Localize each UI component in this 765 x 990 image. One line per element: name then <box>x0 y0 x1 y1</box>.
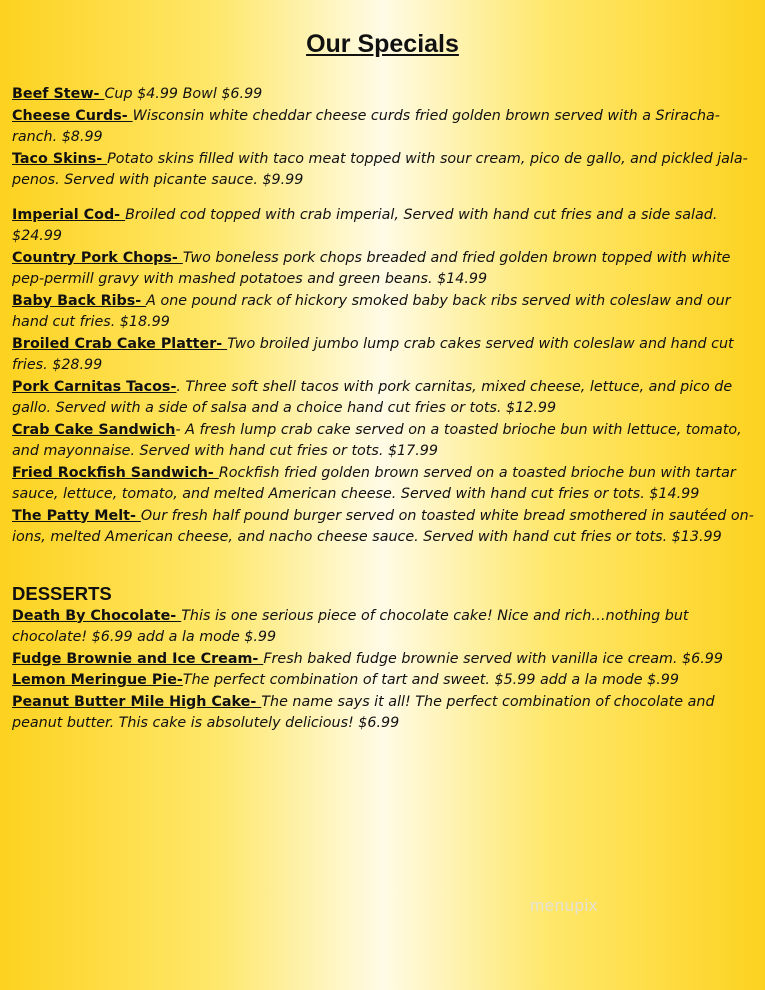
page-title: Our Specials <box>306 30 459 58</box>
section-spacer <box>12 549 754 583</box>
item-description: Rockfish fried golden brown served on a toasted brioche bun with tartar sauce, lettuce, tomato, and melted American cheese. Served with hand cut fries or tots. $14.99 <box>12 464 736 502</box>
item-name: Country Pork Chops- <box>12 249 183 266</box>
item-name: Fudge Brownie and Ice Cream- <box>12 650 264 667</box>
item-description: Our fresh half pound burger served on toasted white bread smothered in sautéed on-ions, melted American cheese, and nacho cheese sauce. Served with hand cut fries or tots. $13.99 <box>12 507 754 545</box>
menu-item <box>12 205 754 248</box>
item-description: The name says it all! The perfect combination of chocolate and peanut butter. This cake is absolutely delicious! $6.99 <box>12 693 715 731</box>
item-name: Broiled Crab Cake Platter- <box>12 335 228 352</box>
item-name: The Patty Melt- <box>12 507 141 524</box>
item-description: Two boneless pork chops breaded and fried golden brown topped with white pep-permill gravy with mashed potatoes and green beans. $14.99 <box>12 249 731 287</box>
menu-item <box>12 334 754 377</box>
item-name: Fried Rockfish Sandwich- <box>12 464 219 481</box>
dessert-item <box>12 692 754 735</box>
menu-item <box>12 377 754 420</box>
menu-item <box>12 84 754 106</box>
menu-item <box>12 506 754 549</box>
menu-item <box>12 248 754 291</box>
item-name: Crab Cake Sandwich <box>12 421 176 438</box>
item-name: Death By Chocolate- <box>12 607 182 624</box>
item-description: This is one serious piece of chocolate cake! Nice and rich…nothing but chocolate! $6.99 add a la mode $.99 <box>12 607 689 645</box>
item-name: Pork Carnitas Tacos- <box>12 378 177 395</box>
item-description: Two broiled jumbo lump crab cakes served with coleslaw and hand cut fries. $28.99 <box>12 335 734 373</box>
watermark-logo: menupix <box>530 896 598 915</box>
item-name: Lemon Meringue Pie- <box>12 672 183 688</box>
item-description: Broiled cod topped with crab imperial, Served with hand cut fries and a side salad. $24.99 <box>12 206 718 244</box>
item-name: Imperial Cod- <box>12 206 126 223</box>
menu-item <box>12 420 754 463</box>
item-description: . Three soft shell tacos with pork carnitas, mixed cheese, lettuce, and pico de gallo. Served with a side of salsa and a choice hand cut fries or tots. $12.99 <box>12 378 733 416</box>
menu-item <box>12 106 754 149</box>
item-description: Wisconsin white cheddar cheese curds fried golden brown served with a Sriracha-ranch. $8.99 <box>12 107 720 145</box>
dessert-item <box>12 670 754 692</box>
item-name: Peanut Butter Mile High Cake- <box>12 693 262 710</box>
menu-content <box>12 84 754 735</box>
dessert-item <box>12 649 754 671</box>
menu-item <box>12 291 754 334</box>
item-name: Beef Stew- <box>12 86 105 102</box>
desserts-heading: DESSERTS <box>12 582 112 604</box>
item-description: Potato skins filled with taco meat topped with sour cream, pico de gallo, and pickled jala-penos. Served with picante sauce. $9.99 <box>12 150 748 188</box>
menu-item <box>12 149 754 192</box>
item-name: Baby Back Ribs- <box>12 292 147 309</box>
item-name: Taco Skins- <box>12 150 108 167</box>
item-description: - A fresh lump crab cake served on a toasted brioche bun with lettuce, tomato, and mayonnaise. Served with hand cut fries or tots. $17.99 <box>12 421 742 459</box>
dessert-item <box>12 606 754 649</box>
item-name: Cheese Curds- <box>12 107 133 124</box>
section-spacer <box>12 192 754 205</box>
item-description: Fresh baked fudge brownie served with vanilla ice cream. $6.99 <box>263 650 723 667</box>
item-description: A one pound rack of hickory smoked baby back ribs served with coleslaw and our hand cut fries. $18.99 <box>12 292 731 330</box>
menu-item <box>12 463 754 506</box>
item-description: Cup $4.99 Bowl $6.99 <box>104 86 263 102</box>
item-description: The perfect combination of tart and sweet. $5.99 add a la mode $.99 <box>182 672 679 688</box>
